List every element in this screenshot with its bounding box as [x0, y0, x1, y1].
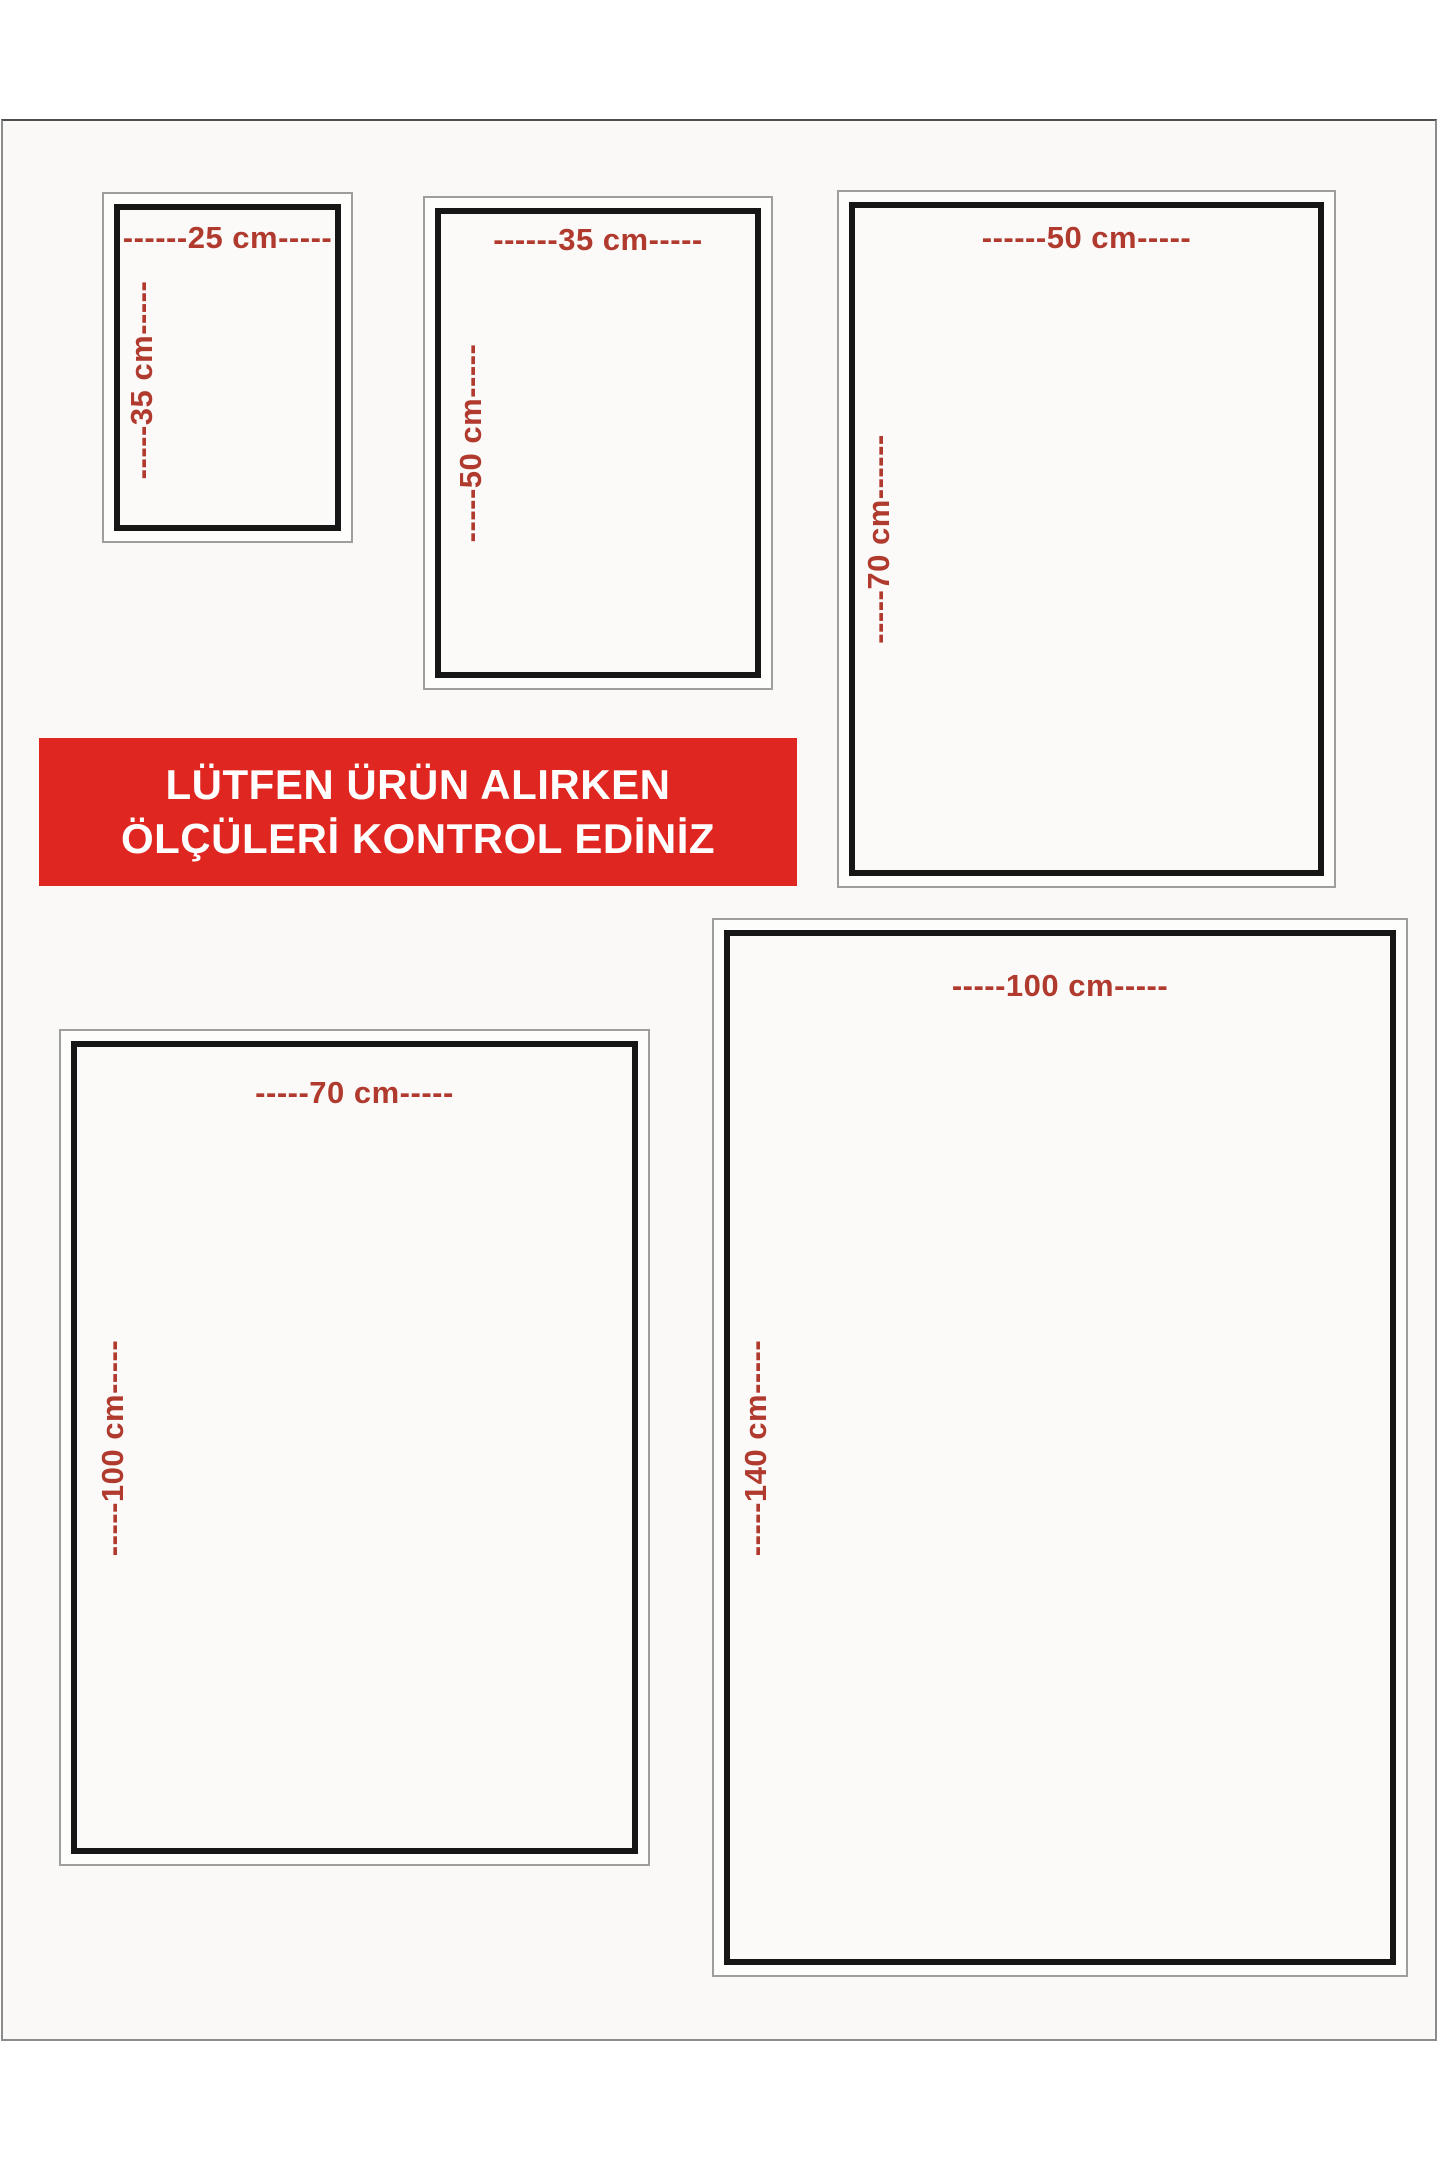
height-label-35cm: -----35 cm----- [124, 280, 159, 480]
size-box-25x35-inner [114, 204, 341, 531]
height-label-50cm: -----50 cm----- [453, 343, 488, 543]
size-box-50x70-inner [849, 202, 1324, 876]
height-label-140cm: -----140 cm----- [738, 1339, 773, 1556]
warning-banner-line2: ÖLÇÜLERİ KONTROL EDİNİZ [120, 815, 716, 862]
size-box-35x50-inner [435, 208, 761, 678]
warning-banner-line1: LÜTFEN ÜRÜN ALIRKEN [165, 761, 671, 809]
size-box-50x70 [837, 190, 1336, 888]
warning-banner [39, 738, 797, 886]
size-box-25x35 [102, 192, 353, 543]
width-label-35cm: ------35 cm----- [493, 222, 703, 257]
width-label-25cm: ------25 cm----- [122, 220, 333, 255]
size-box-70x100 [59, 1029, 650, 1866]
height-label-100cm: -----100 cm----- [95, 1339, 130, 1556]
size-box-70x100-inner [71, 1041, 638, 1854]
size-box-35x50 [423, 196, 773, 690]
size-box-100x140-inner [724, 930, 1396, 1965]
width-label-70cm: -----70 cm----- [255, 1075, 454, 1110]
width-label-50cm: ------50 cm----- [981, 220, 1192, 255]
width-label-100cm: -----100 cm----- [951, 968, 1169, 1003]
size-box-100x140 [712, 918, 1408, 1977]
height-label-70cm: -----70 cm------ [861, 434, 896, 644]
